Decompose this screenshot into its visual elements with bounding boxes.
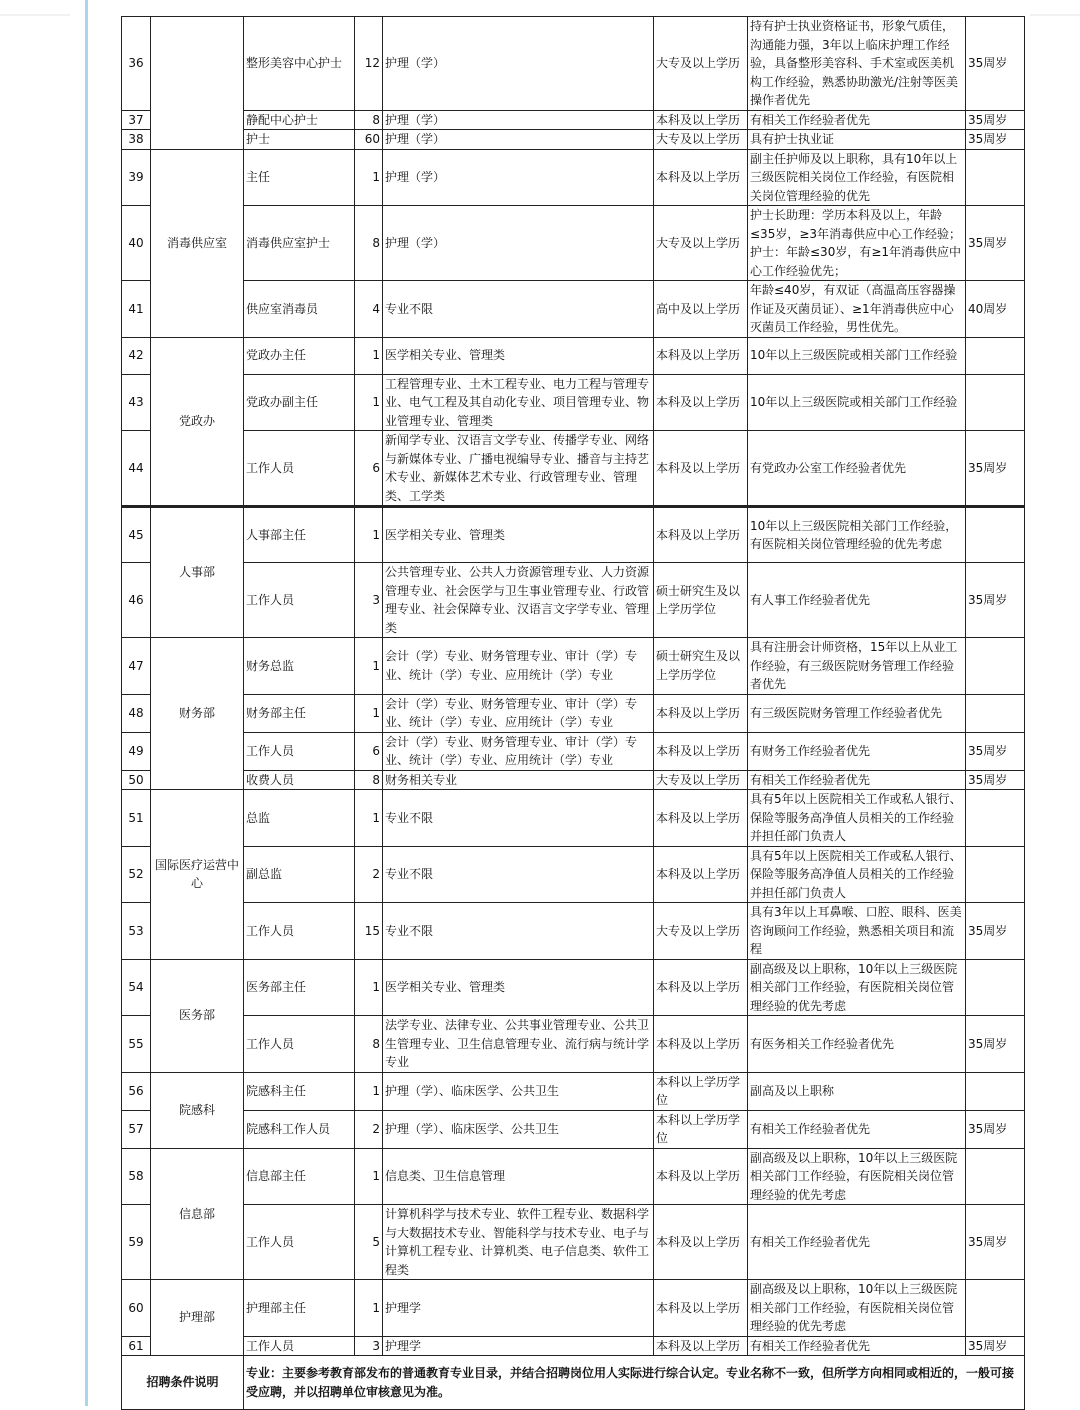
post-cell: 工作人员	[244, 1205, 355, 1280]
department-cell: 财务部	[151, 638, 244, 790]
row-number-cell: 57	[122, 1110, 151, 1148]
education-cell: 本科及以上学历	[654, 732, 748, 770]
major-cell: 信息类、卫生信息管理	[383, 1148, 654, 1205]
education-cell: 大专及以上学历	[654, 770, 748, 790]
headcount-cell: 3	[355, 563, 383, 638]
major-cell: 财务相关专业	[383, 770, 654, 790]
table-row	[122, 1110, 1025, 1148]
department-cell	[151, 17, 244, 150]
table-row	[122, 959, 1025, 1016]
post-cell: 副总监	[244, 846, 355, 903]
requirement-cell: 护士长助理：学历本科及以上，年龄≤35岁，≥3年消毒供应中心工作经验；护士：年龄≤30岁，有≥1年消毒供应中心工作经验优先；	[748, 206, 966, 281]
requirement-cell: 有医务相关工作经验者优先	[748, 1016, 966, 1073]
row-number-cell: 55	[122, 1016, 151, 1073]
table-row	[122, 110, 1025, 130]
major-cell: 专业不限	[383, 846, 654, 903]
post-cell: 人事部主任	[244, 507, 355, 563]
note-text: 专业：主要参考教育部发布的普通教育专业目录，并结合招聘岗位用人实际进行综合认定。专业名称不一致，但所学方向相同或相近的，一般可接受应聘，并以招聘单位审核意见为准。	[244, 1356, 1025, 1410]
row-number-cell: 40	[122, 206, 151, 281]
major-cell: 护理（学）	[383, 110, 654, 130]
age-cell: 35周岁	[966, 431, 1025, 507]
table-row	[122, 1205, 1025, 1280]
requirement-cell: 持有护士执业资格证书，形象气质佳，沟通能力强，3年以上临床护理工作经验，具备整形美容科、手术室或医美机构工作经验，熟悉协助激光/注射等医美操作者优先	[748, 17, 966, 111]
post-cell: 静配中心护士	[244, 110, 355, 130]
headcount-cell: 4	[355, 281, 383, 338]
post-cell: 财务总监	[244, 638, 355, 695]
row-number-cell: 42	[122, 337, 151, 374]
age-cell: 35周岁	[966, 770, 1025, 790]
major-cell: 护理（学）、临床医学、公共卫生	[383, 1072, 654, 1110]
post-cell: 整形美容中心护士	[244, 17, 355, 111]
table-row	[122, 1280, 1025, 1337]
row-number-cell: 38	[122, 130, 151, 150]
major-cell: 护理（学）	[383, 130, 654, 150]
row-number-cell: 43	[122, 374, 151, 431]
major-cell: 护理学	[383, 1336, 654, 1356]
post-cell: 工作人员	[244, 1016, 355, 1073]
table-row	[122, 281, 1025, 338]
requirement-cell: 有人事工作经验者优先	[748, 563, 966, 638]
education-cell: 本科及以上学历	[654, 1016, 748, 1073]
row-number-cell: 60	[122, 1280, 151, 1337]
table-row	[122, 206, 1025, 281]
row-number-cell: 39	[122, 149, 151, 206]
headcount-cell: 8	[355, 110, 383, 130]
requirement-cell: 副高级及以上职称，10年以上三级医院相关部门工作经验，有医院相关岗位管理经验的优先考虑	[748, 1280, 966, 1337]
education-cell: 本科及以上学历	[654, 507, 748, 563]
post-cell: 工作人员	[244, 431, 355, 507]
table-row	[122, 732, 1025, 770]
major-cell: 会计（学）专业、财务管理专业、审计（学）专业、统计（学）专业、应用统计（学）专业	[383, 638, 654, 695]
age-cell	[966, 1280, 1025, 1337]
table-row	[122, 563, 1025, 638]
headcount-cell: 8	[355, 1016, 383, 1073]
major-cell: 专业不限	[383, 281, 654, 338]
table-row	[122, 149, 1025, 206]
department-cell: 信息部	[151, 1148, 244, 1280]
age-cell	[966, 149, 1025, 206]
department-cell: 院感科	[151, 1072, 244, 1148]
education-cell: 大专及以上学历	[654, 903, 748, 960]
headcount-cell: 8	[355, 206, 383, 281]
row-number-cell: 51	[122, 790, 151, 847]
requirement-cell: 有相关工作经验者优先	[748, 110, 966, 130]
post-cell: 财务部主任	[244, 694, 355, 732]
age-cell	[966, 959, 1025, 1016]
table-row	[122, 1016, 1025, 1073]
table-row	[122, 1072, 1025, 1110]
requirement-cell: 有党政办公室工作经验者优先	[748, 431, 966, 507]
requirement-cell: 具有注册会计师资格，15年以上从业工作经验，有三级医院财务管理工作经验者优先	[748, 638, 966, 695]
post-cell: 主任	[244, 149, 355, 206]
age-cell: 35周岁	[966, 1110, 1025, 1148]
age-cell: 35周岁	[966, 130, 1025, 150]
table-row	[122, 790, 1025, 847]
headcount-cell: 6	[355, 732, 383, 770]
headcount-cell: 2	[355, 1110, 383, 1148]
education-cell: 本科及以上学历	[654, 1280, 748, 1337]
education-cell: 本科及以上学历	[654, 1336, 748, 1356]
education-cell: 硕士研究生及以上学历学位	[654, 563, 748, 638]
post-cell: 护理部主任	[244, 1280, 355, 1337]
post-cell: 工作人员	[244, 563, 355, 638]
age-cell	[966, 694, 1025, 732]
table-row	[122, 374, 1025, 431]
requirement-cell: 有三级医院财务管理工作经验者优先	[748, 694, 966, 732]
education-cell: 本科及以上学历	[654, 110, 748, 130]
department-cell: 党政办	[151, 337, 244, 507]
education-cell: 硕士研究生及以上学历学位	[654, 638, 748, 695]
major-cell: 医学相关专业、管理类	[383, 337, 654, 374]
department-cell: 医务部	[151, 959, 244, 1072]
table-row	[122, 1148, 1025, 1205]
post-cell: 院感科主任	[244, 1072, 355, 1110]
row-number-cell: 48	[122, 694, 151, 732]
age-cell: 35周岁	[966, 17, 1025, 111]
age-cell: 35周岁	[966, 1016, 1025, 1073]
headcount-cell: 1	[355, 638, 383, 695]
table-row	[122, 694, 1025, 732]
requirement-cell: 副高级及以上职称，10年以上三级医院相关部门工作经验，有医院相关岗位管理经验的优先考虑	[748, 1148, 966, 1205]
top-edge-hint	[0, 14, 70, 16]
row-number-cell: 52	[122, 846, 151, 903]
major-cell: 医学相关专业、管理类	[383, 959, 654, 1016]
table-row	[122, 770, 1025, 790]
note-title: 招聘条件说明	[122, 1356, 244, 1410]
age-cell: 35周岁	[966, 206, 1025, 281]
post-cell: 护士	[244, 130, 355, 150]
post-cell: 信息部主任	[244, 1148, 355, 1205]
major-cell: 专业不限	[383, 903, 654, 960]
age-cell: 35周岁	[966, 1336, 1025, 1356]
requirement-cell: 副高及以上职称	[748, 1072, 966, 1110]
row-number-cell: 45	[122, 507, 151, 563]
major-cell: 专业不限	[383, 790, 654, 847]
headcount-cell: 12	[355, 17, 383, 111]
post-cell: 工作人员	[244, 903, 355, 960]
row-number-cell: 54	[122, 959, 151, 1016]
table-row	[122, 1336, 1025, 1356]
headcount-cell: 6	[355, 431, 383, 507]
table-row	[122, 507, 1025, 563]
table-row	[122, 903, 1025, 960]
department-cell: 国际医疗运营中心	[151, 790, 244, 960]
age-cell: 35周岁	[966, 563, 1025, 638]
table-body	[122, 17, 1025, 1410]
post-cell: 党政办副主任	[244, 374, 355, 431]
headcount-cell: 60	[355, 130, 383, 150]
education-cell: 本科及以上学历	[654, 846, 748, 903]
headcount-cell: 1	[355, 149, 383, 206]
education-cell: 本科及以上学历	[654, 1148, 748, 1205]
education-cell: 本科以上学历学位	[654, 1072, 748, 1110]
headcount-cell: 1	[355, 790, 383, 847]
post-cell: 院感科工作人员	[244, 1110, 355, 1148]
age-cell	[966, 1148, 1025, 1205]
row-number-cell: 46	[122, 563, 151, 638]
department-cell: 人事部	[151, 507, 244, 638]
row-number-cell: 53	[122, 903, 151, 960]
education-cell: 本科及以上学历	[654, 790, 748, 847]
age-cell	[966, 790, 1025, 847]
post-cell: 消毒供应室护士	[244, 206, 355, 281]
requirement-cell: 具有3年以上耳鼻喉、口腔、眼科、医美咨询顾问工作经验，熟悉相关项目和流程	[748, 903, 966, 960]
row-number-cell: 59	[122, 1205, 151, 1280]
table-row	[122, 431, 1025, 507]
age-cell: 35周岁	[966, 110, 1025, 130]
age-cell	[966, 374, 1025, 431]
age-cell	[966, 638, 1025, 695]
requirement-cell: 有相关工作经验者优先	[748, 1205, 966, 1280]
row-number-cell: 47	[122, 638, 151, 695]
major-cell: 护理（学）	[383, 206, 654, 281]
requirement-cell: 副高级及以上职称，10年以上三级医院相关部门工作经验，有医院相关岗位管理经验的优先考虑	[748, 959, 966, 1016]
table-row	[122, 17, 1025, 111]
education-cell: 本科及以上学历	[654, 959, 748, 1016]
table-row	[122, 130, 1025, 150]
requirement-cell: 10年以上三级医院或相关部门工作经验	[748, 374, 966, 431]
education-cell: 本科及以上学历	[654, 374, 748, 431]
row-number-cell: 37	[122, 110, 151, 130]
headcount-cell: 1	[355, 1148, 383, 1205]
education-cell: 本科及以上学历	[654, 337, 748, 374]
post-cell: 工作人员	[244, 732, 355, 770]
education-cell: 本科以上学历学位	[654, 1110, 748, 1148]
top-edge-hint-right	[1030, 14, 1080, 16]
age-cell: 35周岁	[966, 732, 1025, 770]
row-number-cell: 41	[122, 281, 151, 338]
row-number-cell: 36	[122, 17, 151, 111]
requirement-cell: 年龄≤40岁，有双证（高温高压容器操作证及灭菌员证）、≥1年消毒供应中心灭菌员工作经验，男性优先。	[748, 281, 966, 338]
education-cell: 本科及以上学历	[654, 149, 748, 206]
post-cell: 党政办主任	[244, 337, 355, 374]
major-cell: 护理（学）	[383, 17, 654, 111]
requirement-cell: 10年以上三级医院相关部门工作经验，有医院相关岗位管理经验的优先考虑	[748, 507, 966, 563]
education-cell: 大专及以上学历	[654, 130, 748, 150]
education-cell: 高中及以上学历	[654, 281, 748, 338]
major-cell: 工程管理专业、土木工程专业、电力工程与管理专业、电气工程及其自动化专业、项目管理专业、物业管理专业、管理类	[383, 374, 654, 431]
headcount-cell: 15	[355, 903, 383, 960]
note-row	[122, 1356, 1025, 1410]
headcount-cell: 1	[355, 1072, 383, 1110]
age-cell: 40周岁	[966, 281, 1025, 338]
age-cell: 35周岁	[966, 903, 1025, 960]
age-cell: 35周岁	[966, 1205, 1025, 1280]
education-cell: 本科及以上学历	[654, 1205, 748, 1280]
major-cell: 会计（学）专业、财务管理专业、审计（学）专业、统计（学）专业、应用统计（学）专业	[383, 732, 654, 770]
headcount-cell: 1	[355, 959, 383, 1016]
major-cell: 计算机科学与技术专业、软件工程专业、数据科学与大数据技术专业、智能科学与技术专业、电子与计算机工程专业、计算机类、电子信息类、软件工程类	[383, 1205, 654, 1280]
age-cell	[966, 846, 1025, 903]
requirement-cell: 有财务工作经验者优先	[748, 732, 966, 770]
age-cell	[966, 507, 1025, 563]
table-row	[122, 337, 1025, 374]
education-cell: 本科及以上学历	[654, 431, 748, 507]
headcount-cell: 1	[355, 694, 383, 732]
requirement-cell: 有相关工作经验者优先	[748, 770, 966, 790]
education-cell: 大专及以上学历	[654, 17, 748, 111]
headcount-cell: 1	[355, 507, 383, 563]
post-cell: 医务部主任	[244, 959, 355, 1016]
major-cell: 公共管理专业、公共人力资源管理专业、人力资源管理专业、社会医学与卫生事业管理专业、行政管理专业、社会保障专业、汉语言文字学专业、管理类	[383, 563, 654, 638]
major-cell: 护理（学）、临床医学、公共卫生	[383, 1110, 654, 1148]
major-cell: 护理（学）	[383, 149, 654, 206]
major-cell: 法学专业、法律专业、公共事业管理专业、公共卫生管理专业、卫生信息管理专业、流行病与统计学专业	[383, 1016, 654, 1073]
requirement-cell: 具有5年以上医院相关工作或私人银行、保险等服务高净值人员相关的工作经验并担任部门负责人	[748, 790, 966, 847]
requirement-cell: 有相关工作经验者优先	[748, 1336, 966, 1356]
headcount-cell: 5	[355, 1205, 383, 1280]
age-cell	[966, 1072, 1025, 1110]
requirement-cell: 有相关工作经验者优先	[748, 1110, 966, 1148]
education-cell: 本科及以上学历	[654, 694, 748, 732]
row-number-cell: 49	[122, 732, 151, 770]
post-cell: 工作人员	[244, 1336, 355, 1356]
post-cell: 供应室消毒员	[244, 281, 355, 338]
row-number-cell: 50	[122, 770, 151, 790]
headcount-cell: 1	[355, 374, 383, 431]
post-cell: 总监	[244, 790, 355, 847]
major-cell: 医学相关专业、管理类	[383, 507, 654, 563]
department-cell: 消毒供应室	[151, 149, 244, 337]
headcount-cell: 8	[355, 770, 383, 790]
table-row	[122, 638, 1025, 695]
requirement-cell: 具有5年以上医院相关工作或私人银行、保险等服务高净值人员相关的工作经验并担任部门负责人	[748, 846, 966, 903]
major-cell: 新闻学专业、汉语言文学专业、传播学专业、网络与新媒体专业、广播电视编导专业、播音与主持艺术专业、新媒体艺术专业、行政管理专业、管理类、工学类	[383, 431, 654, 507]
row-number-cell: 56	[122, 1072, 151, 1110]
requirement-cell: 副主任护师及以上职称，具有10年以上三级医院相关岗位工作经验，有医院相关岗位管理经验的优先	[748, 149, 966, 206]
row-number-cell: 58	[122, 1148, 151, 1205]
requirement-cell: 具有护士执业证	[748, 130, 966, 150]
age-cell	[966, 337, 1025, 374]
headcount-cell: 1	[355, 337, 383, 374]
table-row	[122, 846, 1025, 903]
row-number-cell: 44	[122, 431, 151, 507]
page-margin-line	[85, 0, 88, 1406]
recruitment-table	[121, 16, 1025, 1410]
education-cell: 大专及以上学历	[654, 206, 748, 281]
major-cell: 护理学	[383, 1280, 654, 1337]
requirement-cell: 10年以上三级医院或相关部门工作经验	[748, 337, 966, 374]
department-cell: 护理部	[151, 1280, 244, 1356]
headcount-cell: 2	[355, 846, 383, 903]
headcount-cell: 3	[355, 1336, 383, 1356]
post-cell: 收费人员	[244, 770, 355, 790]
row-number-cell: 61	[122, 1336, 151, 1356]
major-cell: 会计（学）专业、财务管理专业、审计（学）专业、统计（学）专业、应用统计（学）专业	[383, 694, 654, 732]
headcount-cell: 1	[355, 1280, 383, 1337]
